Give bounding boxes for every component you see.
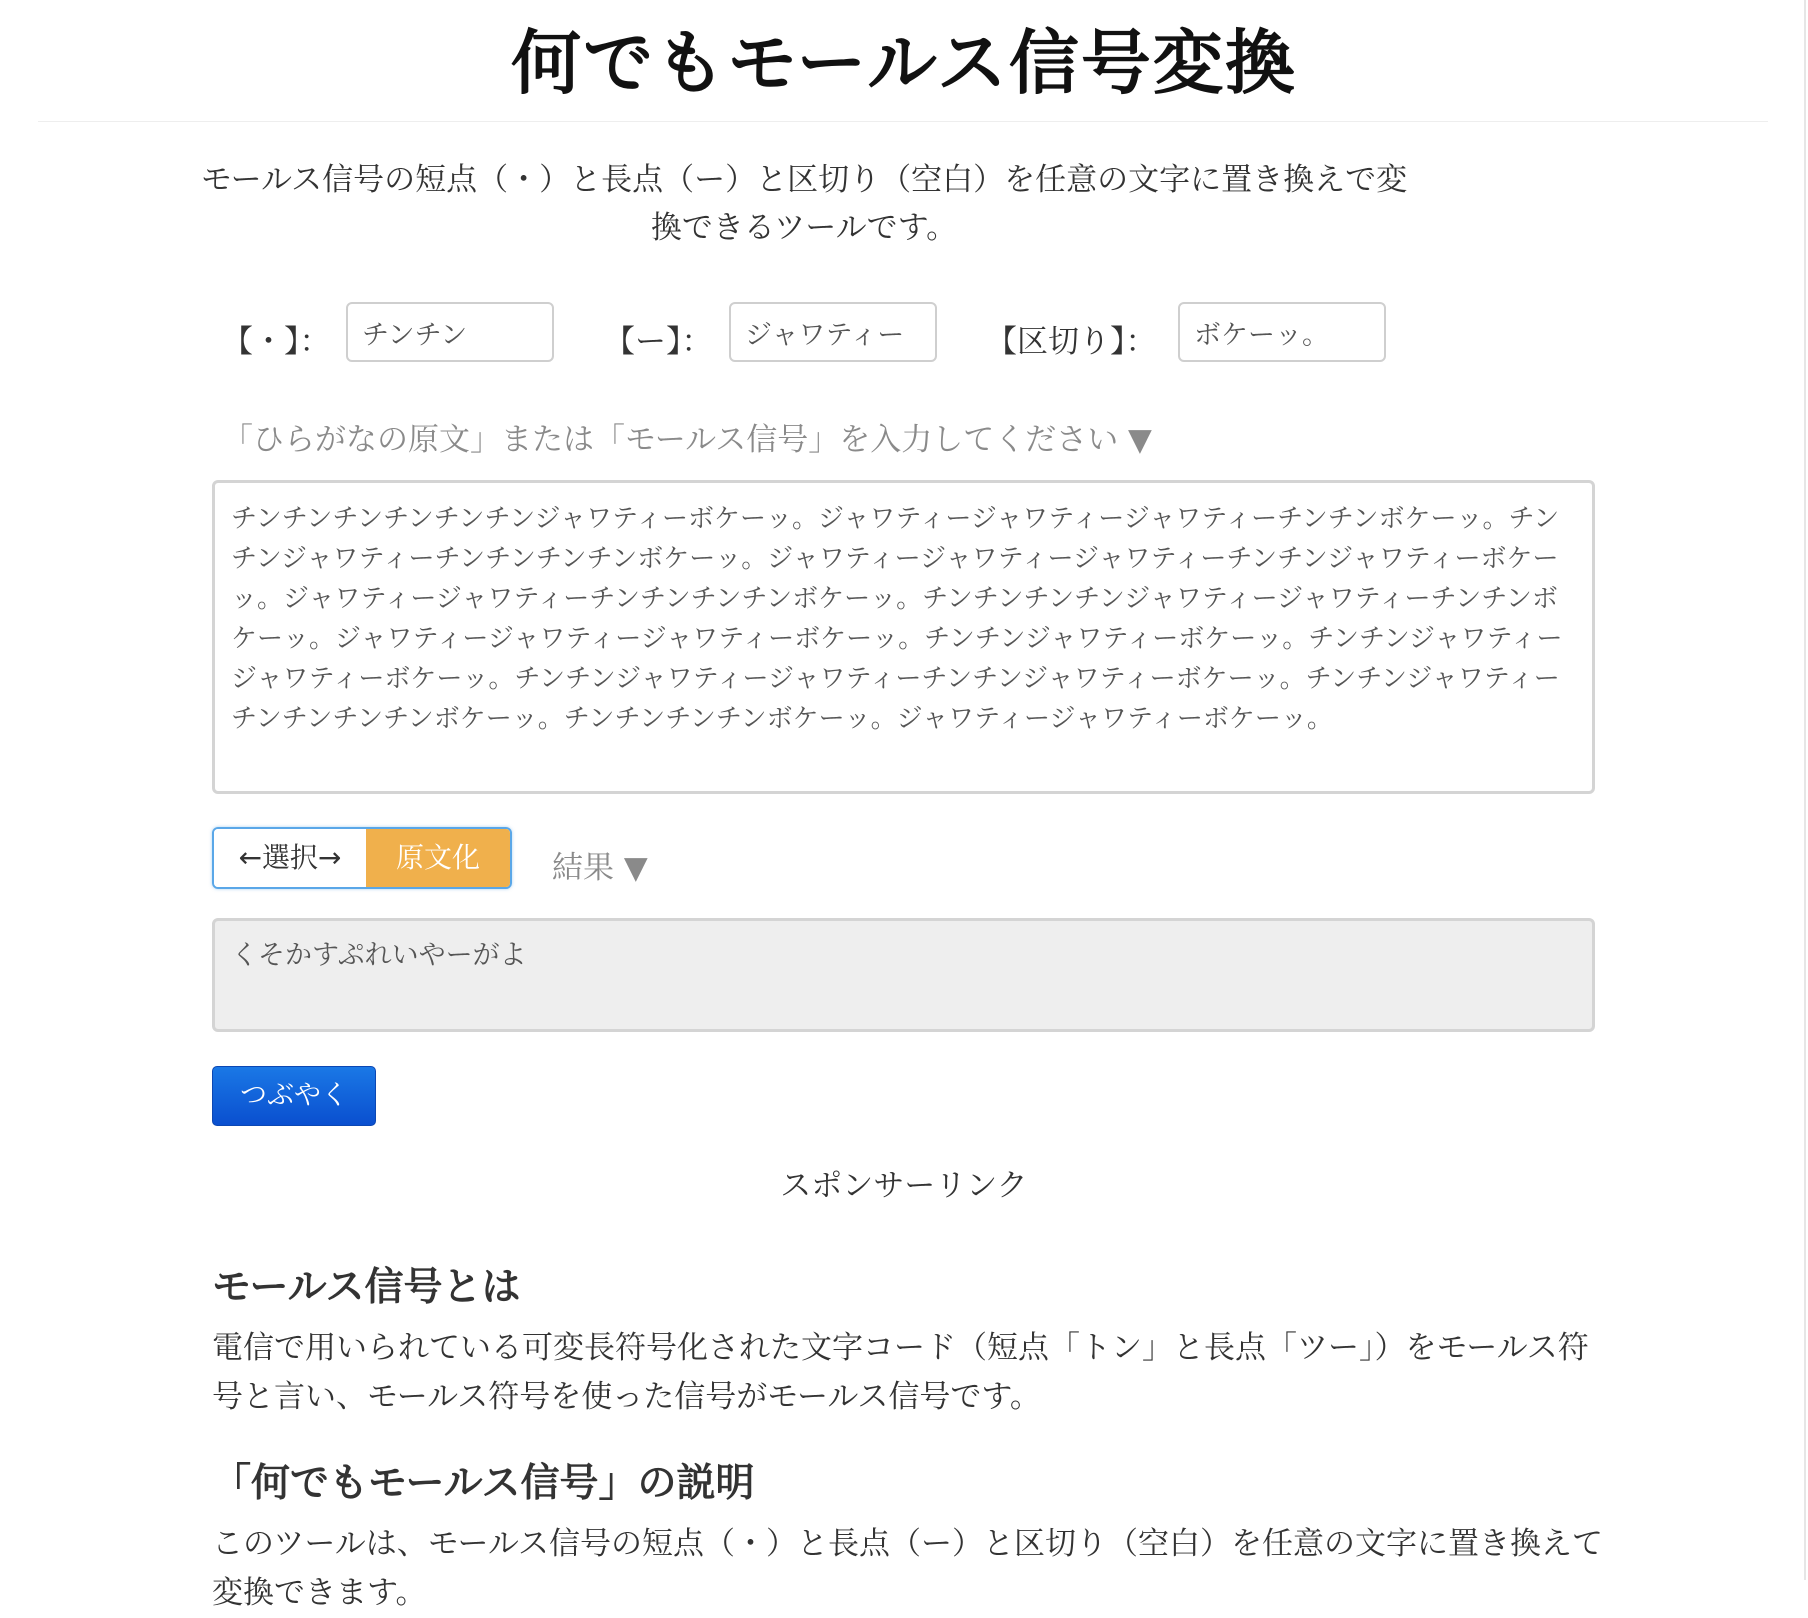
dot-label: 【・】： (222, 324, 331, 360)
symbol-settings (0, 302, 1808, 362)
section-heading-morse: モールス信号とは (212, 1265, 521, 1310)
tweet-button[interactable]: つぶやく (212, 1066, 376, 1126)
result-label: 結果 ▼ (552, 850, 648, 886)
separator-label: 【区切り】： (986, 324, 1157, 360)
input-prompt: 「ひらがなの原文」または「モールス信号」を入力してください ▼ (222, 422, 1152, 458)
sponsor-link-label: スポンサーリンク (780, 1168, 1028, 1204)
source-textarea[interactable]: チンチンチンチンチンチンジャワティーボケーッ。ジャワティージャワティージャワティーチンチンボケーッ。チンチンジャワティーチンチンチンチンボケーッ。ジャワティージャワティージャワティーチンチンジャワティーボケーッ。ジャワティージャワティーチンチンチンチンボケーッ。チンチンチンチンジャワティージャワティーチンチンボケーッ。ジャワティージャワティージャワティーボケーッ。チンチンジャワティーボケーッ。チンチンジャワティージャワティーボケーッ。チンチンジャワティージャワティーチンチンジャワティーボケーッ。チンチンジャワティーチンチンチンチンボケーッ。チンチンチンチンボケーッ。ジャワティージャワティーボケーッ。 (212, 480, 1595, 794)
site-title: 何でもモールス信号変換 (511, 22, 1297, 104)
intro-text: モールス信号の短点（・）と長点（ー）と区切り（空白）を任意の文字に置き換えで変換できるツールです。 (200, 162, 1408, 246)
dash-label: 【ー】： (604, 324, 713, 360)
section-heading-explanation: 「何でもモールス信号」の説明 (212, 1461, 755, 1506)
section-body-morse: 電信で用いられている可変長符号化された文字コード（短点「トン」と長点「ツー」）をモールス符号と言い、モールス符号を使った信号がモールス信号です。 (212, 1330, 1589, 1415)
page-edge-divider (1804, 0, 1806, 1580)
result-textarea[interactable]: くそかすぷれいやーがよ (212, 918, 1595, 1032)
separator-input[interactable] (1178, 302, 1386, 362)
select-option-button[interactable]: ←選択→ (214, 829, 366, 887)
header-divider (38, 121, 1768, 122)
dot-input[interactable] (346, 302, 554, 362)
section-body-explanation: このツールは、モールス信号の短点（・）と長点（ー）と区切り（空白）を任意の文字に置き換えて変換できます。 (212, 1526, 1603, 1611)
to-plaintext-button[interactable]: 原文化 (366, 829, 510, 887)
dash-input[interactable] (729, 302, 937, 362)
mode-toggle[interactable] (212, 827, 512, 889)
